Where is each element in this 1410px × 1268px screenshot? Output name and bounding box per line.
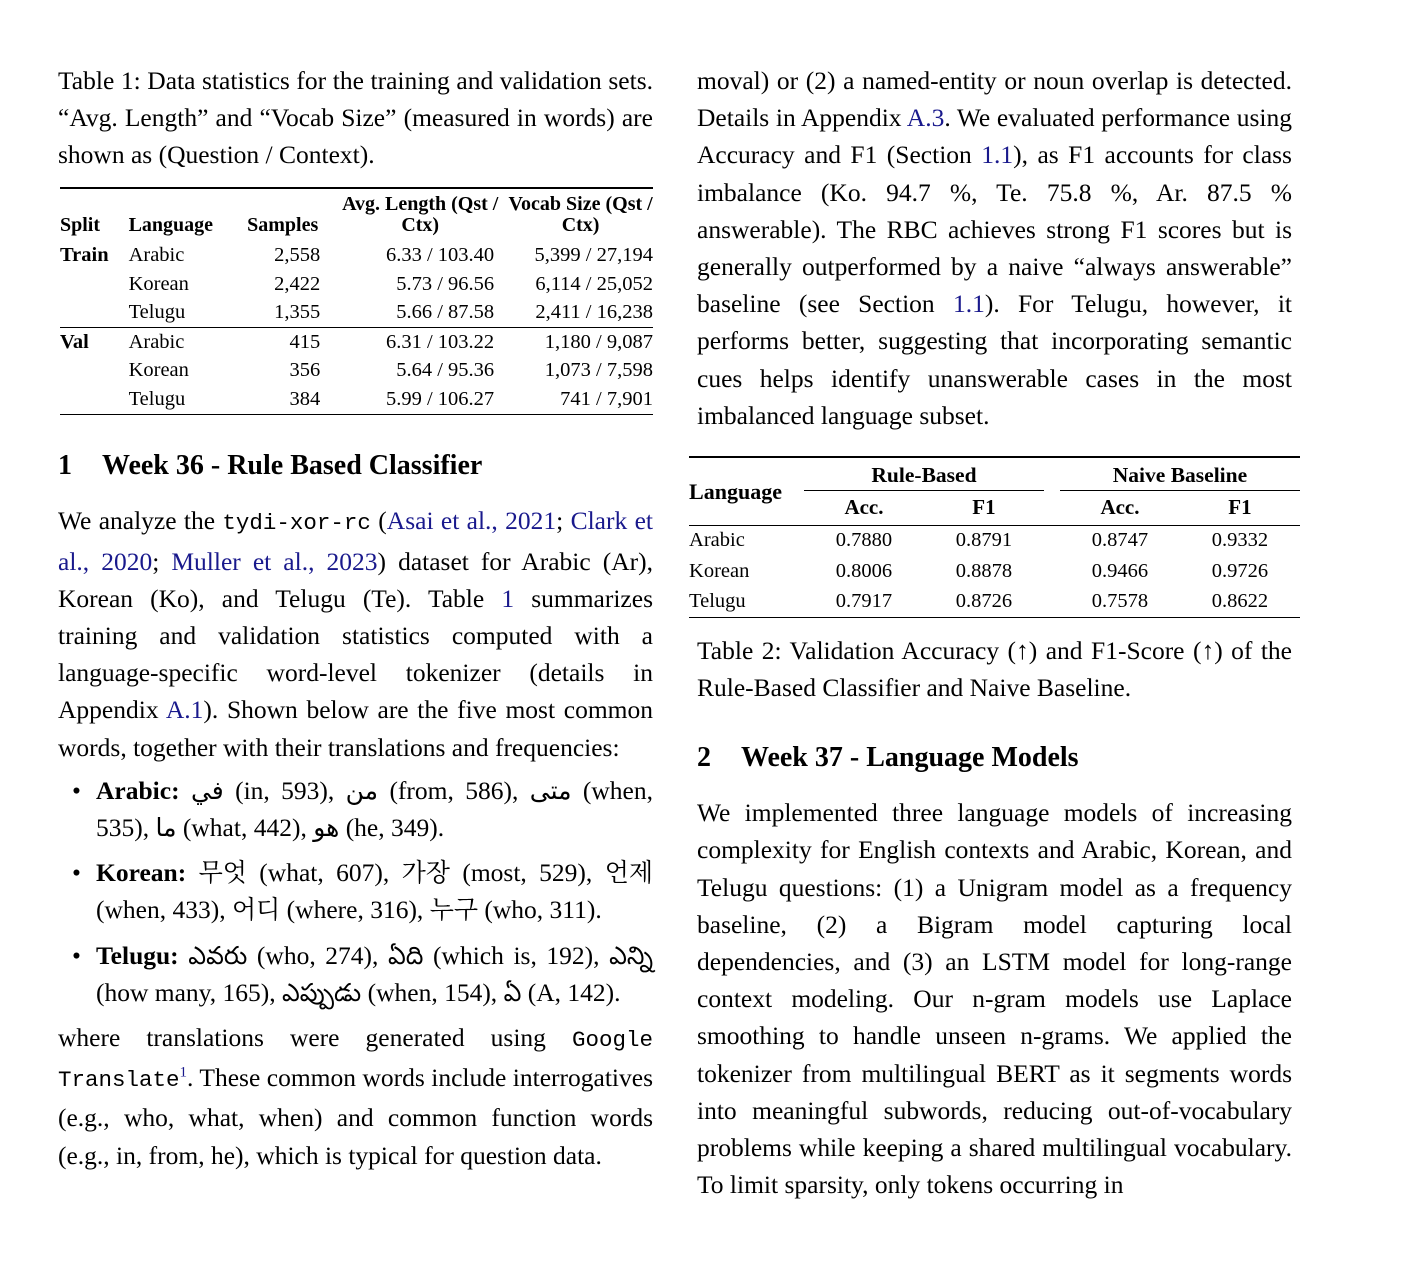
table1-caption: Table 1: Data statistics for the training and validation sets. “Avg. Length” and “Vocab Size” (measured in words) are shown as (Question / Context). — [58, 66, 653, 170]
table2-col-rb-f1: F1 — [972, 494, 996, 519]
table-row — [60, 270, 653, 299]
table2-cell-rb-acc: 0.7880 — [804, 525, 924, 556]
table1-cell-samples: 384 — [233, 385, 332, 414]
table2-cell-nb-acc: 0.9466 — [1091, 559, 1149, 582]
gloss: (in, 593), — [223, 775, 346, 805]
table2-col-nb-f1: F1 — [1228, 494, 1252, 519]
table-row — [60, 357, 653, 386]
native-word: ما — [155, 812, 177, 842]
table2-cell-language: Telugu — [689, 587, 804, 618]
table-row — [60, 385, 653, 414]
paragraph-language-models: We implemented three language models of increasing complexity for English contexts and Arabic, Korean, and Telugu questions: (1) a Unigram model as a frequency baseline, (2) a Bigram model capturing local dependencies, and (3) an LSTM model for long-range context modeling. Our n-gram models use Laplace smoothing to handle unseen n-grams. We applied the tokenizer from multilingual BERT as it segments words into meaningful subwords, reducing out-of-vocabulary problems while keeping a shared multilingual vocabulary. To limit sparsity, only tokens occurring in — [697, 798, 1292, 1200]
citation-clark[interactable]: Clark et al., 2020 — [58, 506, 653, 576]
native-word: 누구 — [429, 895, 478, 925]
table1-split-empty — [60, 357, 129, 386]
table-row — [60, 242, 653, 271]
right-column — [689, 62, 1292, 1268]
gloss: (A, 142). — [521, 977, 621, 1007]
text-fragment: We analyze the — [58, 506, 223, 536]
table2-group-gap — [1044, 457, 1060, 490]
text-fragment: ). Shown below are the five most common words, together with their translations and frequencies: — [58, 695, 653, 762]
table1-cell-language: Korean — [128, 272, 189, 295]
google-translate-code: Google Translate — [58, 1026, 653, 1094]
table2-body — [689, 525, 1300, 618]
table1-cell-language: Korean — [128, 359, 189, 382]
table2-col-nb-acc: Acc. — [1100, 494, 1140, 519]
paragraph-evaluation — [697, 62, 1292, 434]
table1-split-empty — [60, 270, 129, 299]
table2-group-header-row — [689, 457, 1300, 490]
list-item — [94, 772, 653, 846]
gloss: (who, 311). — [478, 895, 602, 925]
table1-cell-vocab-size: 741 / 7,901 — [508, 385, 653, 414]
text-fragment: ; — [152, 546, 172, 576]
table1-col-language: Language — [129, 188, 234, 242]
table1-cell-vocab-size: 1,180 / 9,087 — [508, 328, 653, 357]
native-word: ఏది — [388, 940, 424, 970]
native-word: ఎప్పుడు — [282, 977, 362, 1007]
text-fragment: ). For Telugu, however, it performs better, suggesting that incorporating semantic cues helps identify unanswerable cases in the most imbalanced language subset. — [697, 289, 1292, 430]
section-1-title: Week 36 - Rule Based Classifier — [102, 449, 483, 481]
section-1-1-link[interactable]: 1.1 — [981, 140, 1014, 170]
table1-header-row — [60, 188, 653, 242]
gloss: (when, 535), — [96, 775, 653, 842]
appendix-a1-link[interactable]: A.1 — [165, 695, 204, 725]
table2-group-naive-baseline: Naive Baseline — [1060, 457, 1300, 490]
text-fragment: moval) or (2) a named-entity or noun overlap is detected. Details in Appendix — [697, 66, 1292, 133]
gloss: (most, 529), — [449, 858, 605, 888]
native-word: 무엇 — [198, 858, 247, 888]
table2-cell-rb-acc: 0.8006 — [835, 559, 893, 582]
table2-wrapper — [689, 456, 1292, 618]
paragraph-translations-note — [58, 1019, 653, 1174]
gloss: (when, 154), — [361, 977, 504, 1007]
table1-cell-language: Telugu — [128, 301, 186, 324]
gloss: (how many, 165), — [96, 977, 283, 1007]
table1-split-train: Train — [60, 244, 109, 267]
text-fragment: where translations were generated using — [58, 1022, 572, 1052]
table2-cell-rb-f1: 0.8791 — [924, 525, 1044, 556]
table2-cell-nb-acc: 0.7578 — [1060, 587, 1180, 618]
bullet-language-label: Telugu: — [96, 940, 179, 970]
citation-muller[interactable]: Muller et al., 2023 — [171, 546, 378, 576]
native-word: ఎన్ని — [609, 940, 654, 970]
table1-split-val: Val — [60, 328, 129, 357]
table1-cell-vocab-size: 6,114 / 25,052 — [535, 272, 653, 295]
dataset-code-name: tydi-xor-rc — [222, 510, 371, 537]
gloss: (what, 607), — [246, 858, 402, 888]
table2-cell-nb-f1: 0.9332 — [1180, 525, 1300, 556]
text-fragment: ) dataset for Arabic (Ar), Korean (Ko), and Telugu (Te). Table — [58, 546, 654, 613]
citation-asai[interactable]: Asai et al., 2021 — [386, 506, 557, 536]
text-fragment: ), as F1 accounts for class imbalance (Ko. 94.7 %, Te. 75.8 %, Ar. 87.5 % answerable). The RBC achieves strong F1 scores but is generally outperformed by a naive “always answerable” baseline (see Section — [697, 140, 1292, 319]
table1 — [60, 187, 653, 415]
native-word: ఏ — [503, 977, 522, 1007]
table1-cell-samples: 1,355 — [274, 301, 321, 324]
native-word: 어디 — [231, 895, 281, 925]
table2-cell-rb-acc: 0.7917 — [804, 587, 924, 618]
table2-col-rb-acc: Acc. — [844, 494, 884, 519]
table1-cell-samples: 415 — [233, 328, 332, 357]
common-words-list — [58, 772, 653, 1011]
table1-cell-language: Arabic — [129, 328, 234, 357]
table1-col-vocab-size: Vocab Size (Qst / Ctx) — [508, 188, 653, 242]
bullet-language-label: Arabic: — [96, 775, 180, 805]
table2-cell-language: Arabic — [689, 525, 804, 556]
gloss: (from, 586), — [378, 775, 530, 805]
table2-cell-gap — [1044, 525, 1060, 556]
table2-sub-gap — [1044, 490, 1060, 525]
table-row — [689, 556, 1300, 587]
gloss: (what, 442), — [176, 812, 314, 842]
table1-cell-samples: 356 — [289, 359, 321, 382]
table1-cell-avg-length: 5.73 / 96.56 — [396, 272, 495, 295]
table2-cell-rb-f1: 0.8726 — [924, 587, 1044, 618]
table1-cell-samples: 2,558 — [274, 244, 321, 267]
table-row — [60, 299, 653, 328]
gloss: (who, 274), — [247, 940, 389, 970]
native-word: 언제 — [604, 858, 653, 888]
table1-cell-avg-length: 5.99 / 106.27 — [332, 385, 508, 414]
footnote-marker-1[interactable]: 1 — [179, 1064, 188, 1081]
appendix-a3-link[interactable]: A.3 — [906, 103, 945, 133]
gloss: (he, 349). — [339, 812, 445, 842]
gloss: (when, 433), — [96, 895, 232, 925]
list-item — [94, 854, 653, 928]
text-fragment: ; — [556, 506, 571, 536]
table1-cell-vocab-size: 5,399 / 27,194 — [534, 244, 653, 267]
table-row — [60, 328, 653, 357]
table2-cell-rb-f1: 0.8878 — [955, 559, 1013, 582]
table1-cell-language: Telugu — [129, 385, 234, 414]
table1-cell-vocab-size: 1,073 / 7,598 — [544, 359, 653, 382]
table-row — [689, 587, 1300, 618]
table-1-reference-link[interactable]: 1 — [501, 583, 515, 613]
section-1-number: 1 — [58, 449, 72, 481]
table1-split-empty — [60, 299, 129, 328]
text-fragment: ( — [370, 506, 387, 536]
table2 — [689, 456, 1300, 618]
section-2-number: 2 — [697, 741, 711, 773]
native-word: هو — [313, 812, 340, 842]
table1-col-split: Split — [60, 188, 129, 242]
table1-col-avg-length: Avg. Length (Qst / Ctx) — [332, 188, 508, 242]
table2-cell-nb-f1: 0.8622 — [1180, 587, 1300, 618]
table1-cell-samples: 2,422 — [274, 272, 321, 295]
paragraph-dataset-analysis — [58, 502, 653, 765]
table1-body-train — [60, 242, 653, 328]
section-2-title: Week 37 - Language Models — [741, 741, 1079, 773]
native-word: 가장 — [401, 858, 450, 888]
gloss: (where, 316), — [280, 895, 430, 925]
table2-cell-nb-f1: 0.9726 — [1211, 559, 1269, 582]
table1-split-empty — [60, 385, 129, 414]
text-fragment: . These common words include interrogatives (e.g., who, what, when) and common function words (e.g., in, from, he), which is typical for question data. — [58, 1063, 653, 1170]
table2-caption: Table 2: Validation Accuracy (↑) and F1-Score (↑) of the Rule-Based Classifier and Naive Baseline. — [697, 636, 1292, 703]
list-item — [94, 937, 653, 1011]
text-fragment: . We evaluated performance using Accuracy and F1 (Section — [697, 103, 1292, 170]
table1-body-val — [60, 328, 653, 415]
native-word: متى — [529, 775, 572, 805]
table-row — [689, 525, 1300, 556]
table1-cell-avg-length: 5.64 / 95.36 — [396, 359, 495, 382]
table1-cell-avg-length: 6.33 / 103.40 — [385, 244, 495, 267]
text-fragment: summarizes training and validation statistics computed with a language-specific word-level tokenizer (details in Appendix — [58, 583, 653, 725]
bullet-language-label: Korean: — [96, 858, 187, 888]
table2-group-rule-based: Rule-Based — [804, 457, 1044, 490]
table2-cell-gap — [1044, 587, 1060, 618]
table1-cell-avg-length: 5.66 / 87.58 — [396, 301, 495, 324]
table2-cell-language: Korean — [689, 559, 750, 582]
table2-col-language: Language — [689, 457, 804, 525]
gloss: (which is, 192), — [423, 940, 610, 970]
table1-cell-language: Arabic — [128, 244, 185, 267]
native-word: ఎవరు — [188, 940, 248, 970]
table2-cell-nb-acc: 0.8747 — [1060, 525, 1180, 556]
native-word: من — [345, 775, 379, 805]
section-1-1-link-2[interactable]: 1.1 — [952, 289, 985, 319]
table1-cell-avg-length: 6.31 / 103.22 — [332, 328, 508, 357]
table2-cell-gap — [1044, 556, 1060, 587]
native-word: في — [190, 775, 224, 805]
table2-head — [689, 457, 1300, 525]
section-2-heading — [697, 741, 1292, 775]
table1-cell-vocab-size: 2,411 / 16,238 — [535, 301, 653, 324]
table1-col-samples: Samples — [233, 188, 332, 242]
table1-head — [60, 188, 653, 242]
section-1-heading — [58, 449, 653, 483]
left-column — [58, 62, 653, 1268]
